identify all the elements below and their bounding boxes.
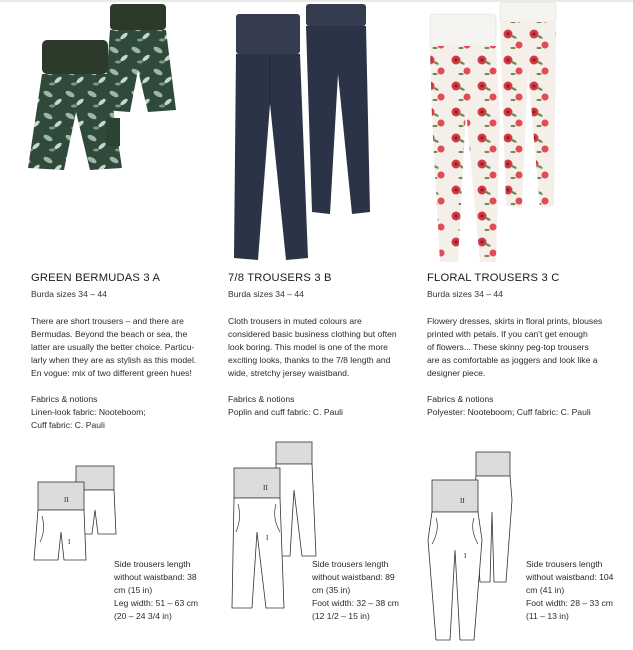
78-trousers-tech-drawing xyxy=(226,440,326,615)
model-title: 7/8 TROUSERS 3 B xyxy=(228,272,332,284)
model-sizes: Burda sizes 34 – 44 xyxy=(31,289,107,299)
floral-trousers-photo xyxy=(422,0,572,266)
model-description: Flowery dresses, skirts in floral prints, blouses printed with petals. If you can't get enough of flowers... These skinny peg-top trousers are as comfortable as joggers and look like a designer piece. xyxy=(427,316,603,378)
sketch-label-leg: I xyxy=(464,552,467,560)
fabrics-notions: Fabrics & notions Polyester: Nooteboom; Cuff fabric: C. Pauli xyxy=(427,394,591,417)
floral-trousers-tech-drawing xyxy=(424,450,519,645)
measurements: Side trousers length without waistband: 89 cm (35 in) Foot width: 32 – 38 cm (12 1/2 – 15 in) xyxy=(312,559,399,621)
sketch-label-band: II xyxy=(263,484,268,492)
model-title: GREEN BERMUDAS 3 A xyxy=(31,272,161,284)
sketch-label-band: II xyxy=(64,496,69,504)
sketch-label-leg: I xyxy=(266,534,269,542)
model-sizes: Burda sizes 34 – 44 xyxy=(228,289,304,299)
measurements: Side trousers length without waistband: 104 cm (41 in) Foot width: 28 – 33 cm (11 – 13 in) xyxy=(526,559,614,621)
model-title: FLORAL TROUSERS 3 C xyxy=(427,272,560,284)
green-bermudas-tech-drawing xyxy=(28,460,123,570)
sketch-label-leg: I xyxy=(68,538,71,546)
green-bermudas-photo xyxy=(20,0,190,180)
measurements: Side trousers length without waistband: 38 cm (15 in) Leg width: 51 – 63 cm (20 – 24 3/4 in) xyxy=(114,559,199,621)
fabrics-notions: Fabrics & notions Poplin and cuff fabric: C. Pauli xyxy=(228,394,343,417)
model-sizes: Burda sizes 34 – 44 xyxy=(427,289,503,299)
model-description: Cloth trousers in muted colours are considered basic business clothing but often look boring. This model is one of the more exciting looks, thanks to the 7/8 length and wide, stretchy jersey waistband. xyxy=(228,316,397,378)
78-trousers-photo xyxy=(222,4,382,266)
model-description: There are short trousers – and there are Bermudas. Beyond the beach or sea, the latter are usually the better choice. Particu- larly when they are as stylish as this model. En vogue: mix of two different green hues! xyxy=(31,316,197,378)
sketch-label-band: II xyxy=(460,497,465,505)
fabrics-notions: Fabrics & notions Linen-look fabric: Nooteboom; Cuff fabric: C. Pauli xyxy=(31,394,146,430)
